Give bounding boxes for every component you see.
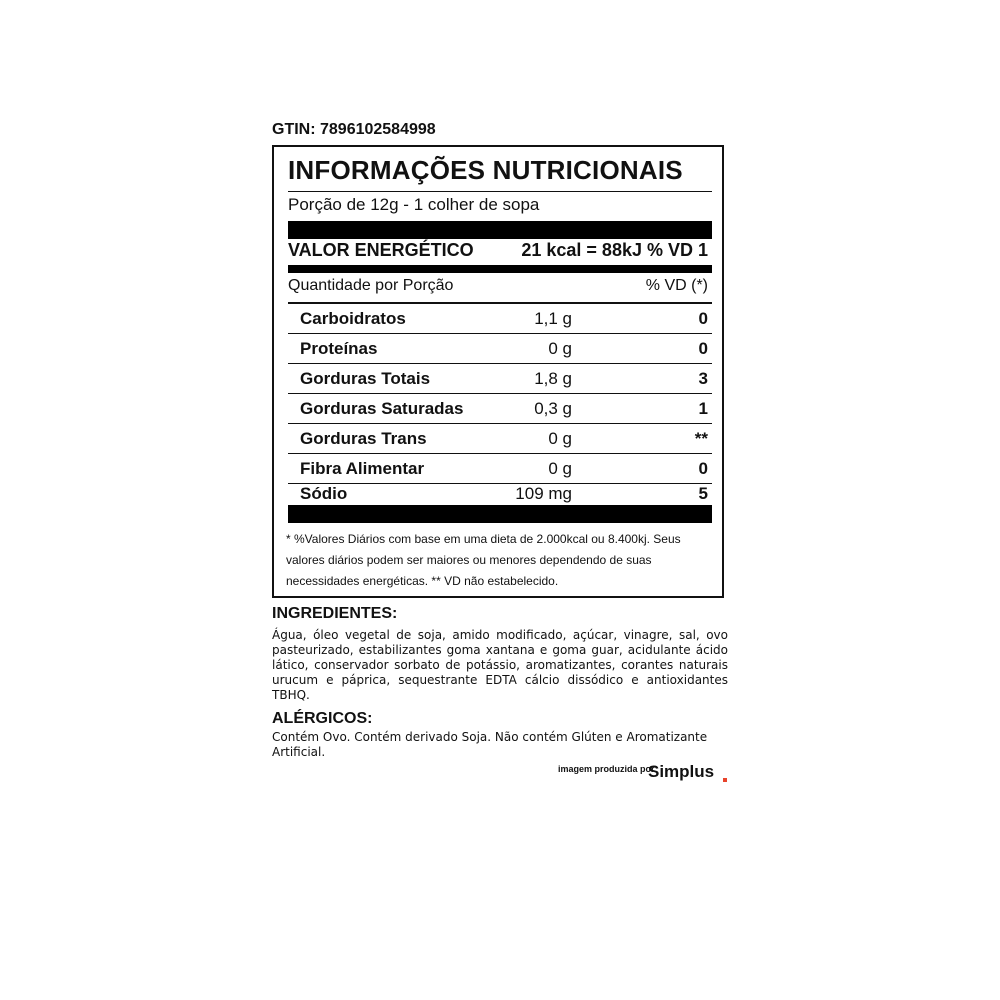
credit-prefix: imagem produzida por (558, 764, 655, 774)
nutrient-vd: 5 (698, 484, 708, 503)
nutrient-row (288, 394, 712, 424)
nutrient-amount: 0,3 g (534, 399, 572, 418)
nutrient-row (288, 304, 712, 334)
allergens-text: Contém Ovo. Contém derivado Soja. Não contém Glúten e Aromatizante Artificial. (272, 730, 708, 759)
nutrient-vd: 1 (698, 399, 708, 418)
nutrient-vd: 3 (698, 369, 708, 388)
gtin-label: GTIN: 7896102584998 (272, 121, 436, 138)
nutrient-name: Gorduras Totais (300, 369, 431, 388)
nutrient-amount: 1,1 g (534, 309, 572, 328)
nutrient-row (288, 424, 712, 454)
medium-bar (288, 265, 712, 273)
nutrient-vd: 0 (698, 459, 708, 478)
nutrient-amount: 0 g (548, 429, 572, 448)
nutrient-vd: 0 (698, 339, 708, 358)
divider (288, 191, 712, 192)
ingredients-title: INGREDIENTES: (272, 605, 398, 622)
nutrient-amount: 0 g (548, 459, 572, 478)
nutrient-row (288, 481, 712, 507)
thick-bar (288, 505, 712, 523)
nutrient-row (288, 334, 712, 364)
nutrient-name: Gorduras Saturadas (300, 399, 464, 418)
quantity-header: Quantidade por Porção (288, 277, 454, 294)
nutrient-row (288, 364, 712, 394)
nutrient-vd: ** (694, 429, 708, 448)
nutrient-amount: 0 g (548, 339, 572, 358)
thick-bar (288, 221, 712, 239)
nutrient-vd: 0 (698, 309, 708, 328)
brand-logo: Simplus (648, 762, 715, 781)
footnote: * %Valores Diários com base em uma dieta de 2.000kcal ou 8.400kj. Seus valores diários podem ser maiores ou menores dependendo de suas necessidades energéticas. ** VD não estabelecido. (286, 532, 681, 588)
nutrient-amount: 1,8 g (534, 369, 572, 388)
ingredients-text: Água, óleo vegetal de soja, amido modificado, açúcar, vinagre, sal, ovo pasteurizado, estabilizantes goma xantana e goma guar, acidulante ácido lático, conservador sorbato de potássio, aromatizantes, corantes naturais urucum e páprica, sequestrante EDTA cálcio dissódico e antioxidantes TBHQ. (272, 628, 728, 702)
nutrition-facts-panel (272, 145, 724, 598)
portion-size: Porção de 12g - 1 colher de sopa (288, 195, 540, 214)
nutrient-name: Carboidratos (300, 309, 406, 328)
nutrient-name: Gorduras Trans (300, 429, 427, 448)
energy-value: 21 kcal = 88kJ % VD 1 (521, 240, 708, 260)
nutrient-amount: 109 mg (515, 484, 572, 503)
energy-label: VALOR ENERGÉTICO (288, 240, 474, 260)
panel-title: INFORMAÇÕES NUTRICIONAIS (288, 155, 683, 185)
vd-header: % VD (*) (645, 277, 708, 294)
nutrient-row (288, 454, 712, 484)
allergens-title: ALÉRGICOS: (272, 710, 373, 727)
nutrient-name: Proteínas (300, 339, 378, 358)
brand-dot (723, 778, 727, 782)
nutrient-name: Fibra Alimentar (300, 459, 425, 478)
nutrient-name: Sódio (300, 484, 348, 503)
